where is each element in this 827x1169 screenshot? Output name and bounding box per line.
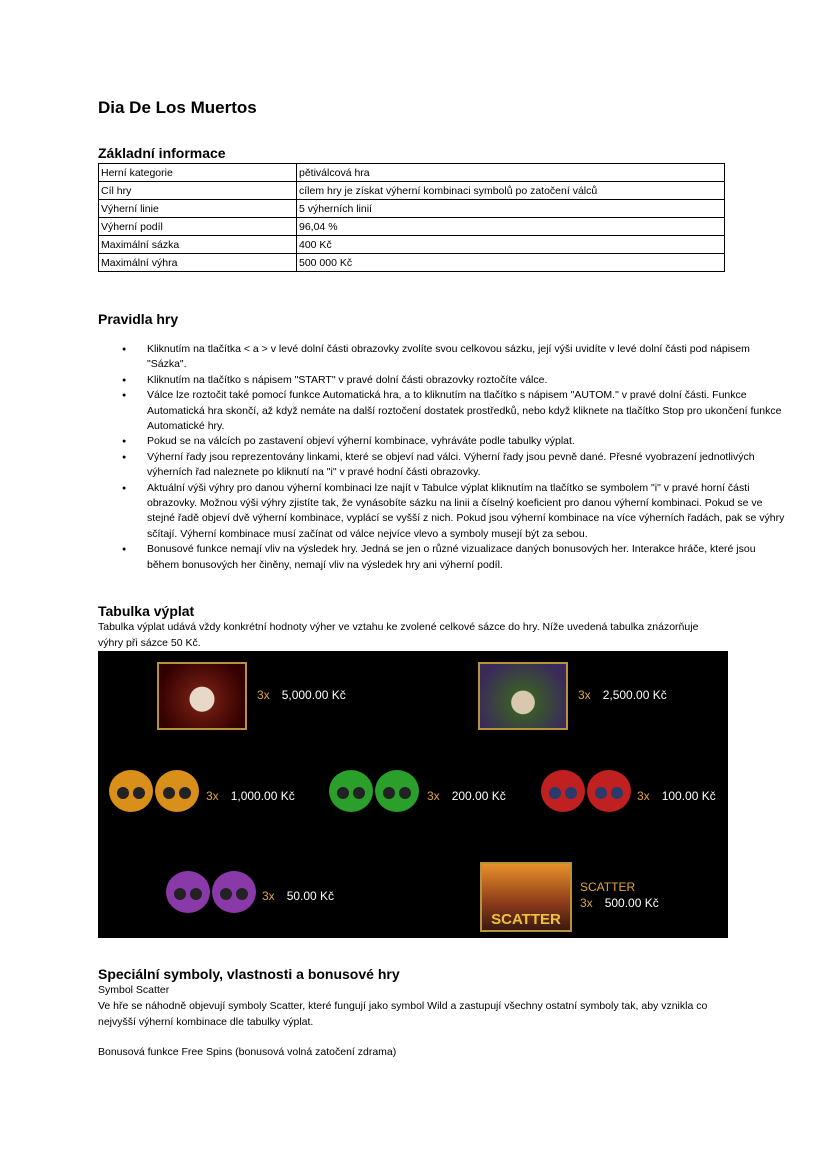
list-item: ● Kliknutím na tlačítka < a > v levé dolní části obrazovky zvolíte svou celkovou sázku, její výši uvidíte v levé dolní části pod nápisem "Sázka".: [147, 342, 787, 373]
scatter-subheading: Symbol Scatter: [98, 984, 170, 996]
table-label: Výherní podíl: [99, 218, 297, 236]
table-row: [99, 200, 725, 218]
table-row: [99, 164, 725, 182]
special-heading: Speciální symboly, vlastnosti a bonusové hry: [98, 966, 400, 982]
table-value: 500 000 Kč: [297, 254, 725, 272]
table-value: 400 Kč: [297, 236, 725, 254]
table-label: Maximální výhra: [99, 254, 297, 272]
paytable-entry: 3x 500.00 Kč: [580, 896, 659, 910]
paytable-heading: Tabulka výplat: [98, 603, 195, 619]
list-item: ● Kliknutím na tlačítko s nápisem "START" v pravé dolní části obrazovky roztočíte válce.: [147, 373, 787, 388]
paytable-description: Tabulka výplat udává vždy konkrétní hodnoty výher ve vztahu ke zvolené celkové sázce do hry. Níže uvedená tabulka znázorňuje výhry při sázce 50 Kč.: [98, 621, 699, 649]
green-skulls-icon: [328, 769, 423, 819]
woman-symbol-icon: [157, 662, 247, 730]
paytable-entry: 3x 5,000.00 Kč: [257, 688, 346, 702]
list-item: ● Aktuální výši výhry pro danou výherní kombinaci lze najít v Tabulce výplat kliknutím na tlačítko se symbolem "i" v pravé horní části obrazovky. Možnou výši výhry zjistíte tak, že vynásobíte sázku na linii a číselný koeficient pro danou výherní kombinaci. Pokud se ve stejné řadě objeví dvě výherní kombinace, vyplácí se vyšší z nich. Pokud jsou výherní kombinace na více výherních řadách, pak se výhry sčítají. Výherní kombinace musí začínat od válce nejvíce vlevo a symboly musejí být za sebou.: [147, 481, 787, 543]
table-label: Cíl hry: [99, 182, 297, 200]
list-item: ● Bonusové funkce nemají vliv na výsledek hry. Jedná se jen o různé vizualizace daných bonusových her. Interakce hráče, které jsou během bonusových her činěny, nemají vliv na výsledek hry ani výherní podíl.: [147, 542, 787, 573]
page-title: Dia De Los Muertos: [98, 98, 257, 117]
paytable-entry: 3x 100.00 Kč: [637, 789, 716, 803]
scatter-card-text: SCATTER: [491, 911, 561, 928]
basic-info-heading: Základní informace: [98, 145, 226, 161]
table-label: Maximální sázka: [99, 236, 297, 254]
basic-info-table: [98, 163, 725, 272]
scatter-symbol-icon: [480, 862, 572, 932]
table-row: [99, 236, 725, 254]
table-value: cílem hry je získat výherní kombinaci symbolů po zatočení válců: [297, 182, 725, 200]
purple-skulls-icon: [165, 870, 260, 920]
orange-skulls-icon: [108, 769, 203, 819]
paytable-entry: 3x 1,000.00 Kč: [206, 789, 295, 803]
bonus-text: Bonusová funkce Free Spins (bonusová volná zatočení zdrama): [98, 1046, 397, 1058]
man-symbol-icon: [478, 662, 568, 730]
paytable-entry: 3x 200.00 Kč: [427, 789, 506, 803]
paytable-entry: 3x 2,500.00 Kč: [578, 688, 667, 702]
paytable-entry: 3x 50.00 Kč: [262, 889, 335, 903]
list-item: ● Výherní řady jsou reprezentovány linkami, které se objeví nad válci. Výherní řady jsou pevně dané. Přesné vyobrazení jednotlivých výherních řad naleznete po kliknutí na "i" v pravé hodní části obrazovky.: [147, 450, 787, 481]
table-value: pětiválcová hra: [297, 164, 725, 182]
scatter-text: Ve hře se náhodně objevují symboly Scatter, které fungují jako symbol Wild a zastupují všechny ostatní symboly tak, aby vznikla co nejvyšší výherní kombinace dle tabulky výplat.: [98, 1000, 708, 1028]
paytable-image: [98, 651, 728, 938]
table-row: [99, 218, 725, 236]
table-value: 5 výherních linií: [297, 200, 725, 218]
table-label: Herní kategorie: [99, 164, 297, 182]
list-item: ● Válce lze roztočit také pomocí funkce Automatická hra, a to kliknutím na tlačítko s nápisem "AUTOM." v pravé dolní části. Funkce Automatická hra skončí, až když nemáte na další roztočení dostatek prostředků, nebo když kliknete na tlačítko Stop pro ukončení funkce Automatické hry.: [147, 388, 787, 434]
table-value: 96,04 %: [297, 218, 725, 236]
scatter-label: SCATTER: [580, 880, 636, 894]
table-row: [99, 182, 725, 200]
list-item: ● Pokud se na válcích po zastavení objeví výherní kombinace, vyhráváte podle tabulky výplat.: [147, 434, 787, 449]
red-skulls-icon: [540, 769, 635, 819]
rules-list: [98, 342, 787, 573]
rules-heading: Pravidla hry: [98, 311, 179, 327]
table-label: Výherní linie: [99, 200, 297, 218]
table-row: [99, 254, 725, 272]
